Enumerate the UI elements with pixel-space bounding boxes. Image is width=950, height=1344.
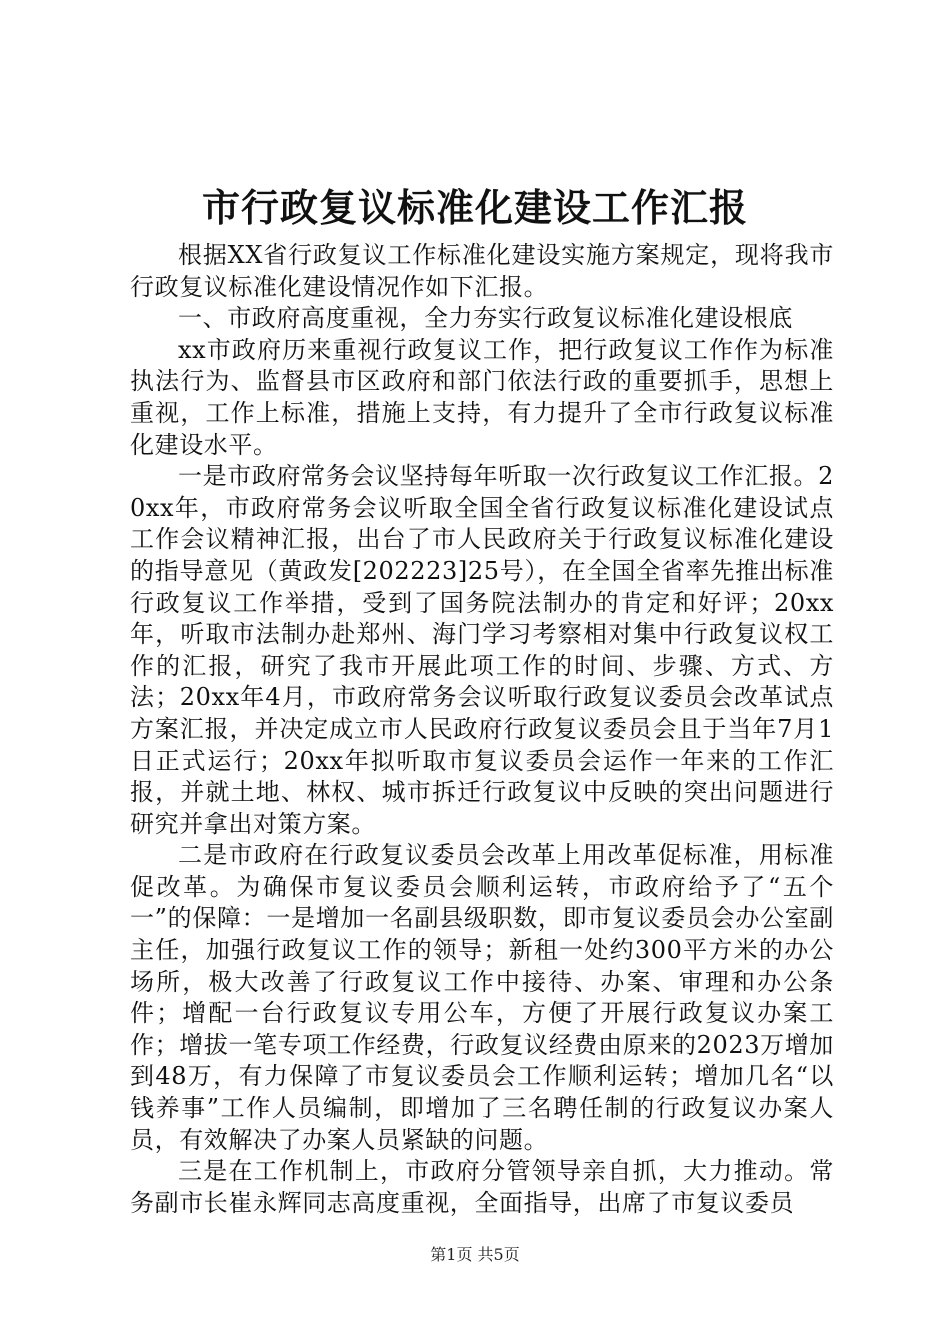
- paragraph-point-3: 三是在工作机制上，市政府分管领导亲自抓，大力推动。常务副市长崔永辉同志高度重视，全面指导，出席了市复议委员: [130, 1157, 834, 1217]
- paragraph-intro: 根据XX省行政复议工作标准化建设实施方案规定，现将我市行政复议标准化建设情况作如下汇报。: [130, 241, 834, 301]
- paragraph-point-1: 一是市政府常务会议坚持每年听取一次行政复议工作汇报。20xx年，市政府常务会议听取全国全省行政复议标准化建设试点工作会议精神汇报，出台了市人民政府关于行政复议标准化建设的指导意见（黄政发[202223]25号），在全国全省率先推出标准行政复议工作举措，受到了国务院法制办的肯定和好评；20xx年，听取市法制办赴郑州、海门学习考察相对集中行政复议权工作的汇报，研究了我市开展此项工作的时间、步骤、方式、方法；20xx年4月，市政府常务会议听取行政复议委员会改革试点方案汇报，并决定成立市人民政府行政复议委员会且于当年7月1日正式运行；20xx年拟听取市复议委员会运作一年来的工作汇报，并就土地、林权、城市拆迁行政复议中反映的突出问题进行研究并拿出对策方案。: [130, 462, 834, 838]
- section-heading-1: 一、市政府高度重视，全力夯实行政复议标准化建设根底: [178, 304, 793, 333]
- paragraph-point-2: 二是市政府在行政复议委员会改革上用改革促标准，用标准促改革。为确保市复议委员会顺利运转，市政府给予了“五个一”的保障：一是增加一名副县级职数，即市复议委员会办公室副主任，加强行政复议工作的领导；新租一处约300平方米的办公场所，极大改善了行政复议工作中接待、办案、审理和办公条件；增配一台行政复议专用公车，方便了开展行政复议办案工作；增拔一笔专项工作经费，行政复议经费由原来的2023万增加到48万，有力保障了市复议委员会工作顺利运转；增加几名“以钱养事”工作人员编制，即增加了三名聘任制的行政复议办案人员，有效解决了办案人员紧缺的问题。: [130, 841, 834, 1154]
- document-body: [130, 240, 834, 1219]
- paragraph-overview: xx市政府历来重视行政复议工作，把行政复议工作作为标准执法行为、监督县市区政府和部门依法行政的重要抓手，思想上重视，工作上标准，措施上支持，有力提升了全市行政复议标准化建设水平。: [130, 335, 834, 459]
- document-title: 市行政复议标准化建设工作汇报: [201, 185, 748, 230]
- page-number-footer: 第1页 共5页: [430, 1245, 520, 1264]
